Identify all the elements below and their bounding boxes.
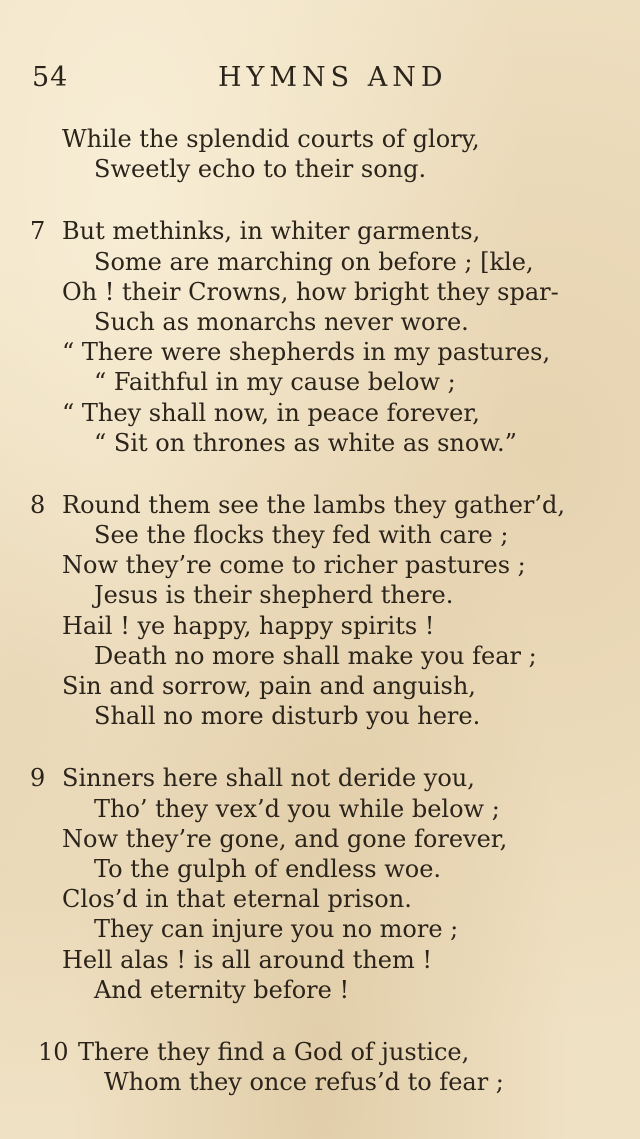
verse-line: Whom they once refus’d to fear ; — [104, 1068, 504, 1097]
verse-line: To the gulph of endless woe. — [94, 854, 442, 883]
running-head: HYMNS AND — [218, 62, 448, 93]
stanza-10 — [0, 1037, 640, 1097]
page-header — [0, 62, 640, 102]
stanza-9 — [0, 763, 640, 1005]
verse-line: There they find a God of justice, — [78, 1037, 470, 1066]
stanza-8 — [0, 490, 640, 732]
stanza-number: 7 — [30, 217, 46, 246]
verse-line: But methinks, in whiter garments, — [62, 217, 481, 246]
verse-line: Now they’re gone, and gone forever, — [62, 824, 508, 853]
verse-line: They can injure you no more ; — [94, 915, 459, 944]
hymn-text — [0, 124, 640, 1129]
verse-line: Hell alas ! is all around them ! — [62, 945, 433, 974]
verse-line: Hail ! ye happy, happy spirits ! — [62, 611, 435, 640]
verse-line: Round them see the lambs they gather’d, — [62, 490, 566, 519]
verse-line: Jesus is their shepherd there. — [94, 581, 454, 610]
verse-line: Death no more shall make you fear ; — [94, 641, 537, 670]
verse-line: Tho’ they vex’d you while below ; — [94, 794, 500, 823]
verse-line: “ They shall now, in peace forever, — [62, 398, 480, 427]
page-number: 54 — [32, 62, 69, 93]
verse-line: Some are marching on before ; [kle, — [94, 247, 534, 276]
verse-line: Now they’re come to richer pastures ; — [62, 551, 526, 580]
stanza-7 — [0, 216, 640, 458]
verse-line: Clos’d in that eternal prison. — [62, 885, 412, 914]
stanza-number: 9 — [30, 764, 46, 793]
verse-line: Sinners here shall not deride you, — [62, 764, 475, 793]
verse-line: Shall no more disturb you here. — [94, 702, 481, 731]
verse-line: “ There were shepherds in my pastures, — [62, 338, 551, 367]
verse-line: Sweetly echo to their song. — [94, 155, 427, 184]
verse-line: While the splendid courts of glory, — [62, 125, 480, 153]
stanza-continued — [0, 124, 640, 184]
verse-line: Oh ! their Crowns, how bright they spar- — [62, 277, 559, 306]
verse-line: “ Faithful in my cause below ; — [94, 368, 456, 397]
verse-line: See the flocks they fed with care ; — [94, 521, 509, 550]
verse-line: Sin and sorrow, pain and anguish, — [62, 672, 476, 700]
verse-line: Such as monarchs never wore. — [94, 307, 469, 336]
stanza-number: 10 — [38, 1037, 69, 1066]
verse-line: And eternity before ! — [94, 975, 350, 1004]
verse-line: “ Sit on thrones as white as snow.” — [94, 428, 517, 457]
stanza-number: 8 — [30, 490, 46, 519]
